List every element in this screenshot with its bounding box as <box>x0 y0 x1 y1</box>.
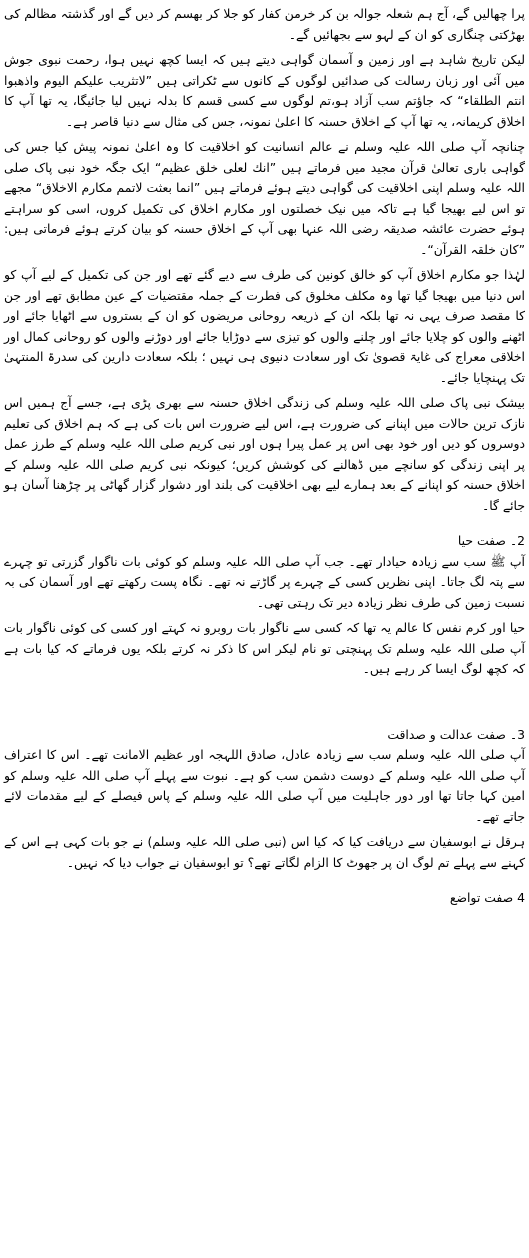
spacer <box>4 878 525 888</box>
paragraph-adalat-2: ہرقل نے ابوسفیان سے دریافت کیا کہ کیا اس (نبی صلی اللہ علیہ وسلم) نے جو بات کہی ہے اس کے کہنے سے پہلے تم لوگ ان پر جھوٹ کا الزام لگاتے تھے؟ تو ابوسفیان نے جواب دیا کہ نہیں۔ <box>4 834 525 870</box>
paragraph-haya-1: آپ ﷺ سب سے زیادہ حیادار تھے۔ جب آپ صلی اللہ علیہ وسلم کو کوئی بات ناگوار گزرتی تو چہرے سے پتہ لگ جاتا۔ اپنی نظریں کسی کے چہرے پر گاڑتے نہ تھے۔ نگاہ پست رکھتے تھے اور آسمان کی بہ نسبت زمین کی طرف نظر زیادہ دیر تک رہتی تھی۔ <box>4 553 525 610</box>
section-heading-adalat: 3۔ صفت عدالت و صداقت <box>387 726 525 742</box>
paragraph-adalat-1: آپ صلی اللہ علیہ وسلم سب سے زیادہ عادل، صادق اللہجہ اور عظیم الامانت تھے۔ اس کا اعتراف آپ صلی اللہ علیہ وسلم کے دوست دشمن سب کو ہے۔ نبوت سے پہلے آپ صلی اللہ علیہ وسلم کو امین کہا جاتا تھا اور دور جاہلیت میں آپ صلی اللہ علیہ وسلم کے پاس فیصلے کے لیے مقدمات لائے جاتے تھے۔ <box>4 747 525 824</box>
paragraph-haya-2: حیا اور کرم نفس کا عالم یہ تھا کہ کسی سے ناگوار بات روبرو نہ کہتے اور کسی کی کوئی ناگوار بات آپ صلی اللہ علیہ وسلم تک پہنچتی تو نام لیکر اس کا ذکر نہ کرتے بلکہ یوں فرماتے کہ کیا بات ہے کہ کچھ لوگ ایسا کر رہے ہیں۔ <box>4 620 525 676</box>
paragraph-1: پرا چھالیں گے، آج ہم شعلہ جوالہ بن کر خرمن کفار کو جلا کر بھسم کر دیں گے اور گذشتہ مظالم کی بھڑکتی چنگاری کو ان کے لہو سے بجھائیں گے۔ <box>4 6 525 42</box>
paragraph-3: چنانچہ آپ صلی اللہ علیہ وسلم نے عالم انسانیت کو اخلاقیت کا وہ اعلیٰ نمونہ پیش کیا جس کی گواہی باری تعالیٰ قرآن مجید میں فرماتے ہیں ”انك لعلی خلق عظیم“ ایک جگہ خود نبی پاک صلی اللہ علیہ وسلم اپنی اخلاقیت کی گواہی دیتے ہوئے فرماتے ہیں ”انما بعثت لاتمم مکارم الاخلاق“ مجھے تو اس لیے بھیجا گیا ہے تاکہ میں نیک خصلتوں اور مکارم اخلاق کی تکمیل کروں، اسی کو سراہتے ہوئے حضرت عائشہ صدیقہ رضی اللہ عنہا بھی آپ کے اخلاق حسنہ کو بیان کرتے ہوئے فرماتی ہیں: ”کان خلقہ القرآن“۔ <box>4 139 525 257</box>
paragraph-5: بیشک نبی پاک صلی اللہ علیہ وسلم کی زندگی اخلاق حسنہ سے بھری پڑی ہے، جسے آج ہمیں اس نازک ترین حالات میں اپنانے کی ضرورت ہے، اس لیے ضرورت اس بات کی ہے کہ ہم اخلاق کی تعلیم دوسروں کو دیں اور خود بھی اس پر عمل پیرا ہوں اور نبی کریم صلی اللہ علیہ وسلم کے طرز عمل پر اپنی زندگی کو سانچے میں ڈھالنے کی کوشش کریں؛ کیونکہ نبی کریم صلی اللہ علیہ وسلم کے اخلاق حسنہ کو اپنانے کے بعد ہمارے لیے بھی اخلاقیت کی بلند اور دشوار گزار گھاٹی پر چڑھنا آسان ہو جائے گا۔ <box>4 395 525 513</box>
paragraph-4: لہٰذا جو مکارم اخلاق آپ کو خالق کونین کی طرف سے دیے گئے تھے اور جن کی تکمیل کے لیے آپ کو اس دنیا میں بھیجا گیا تھا وہ مکلف مخلوق کی فطرت کے جملہ مقتضیات کے عین مطابق تھے اور جن کا مقصد صرف یہی نہ تھا بلکہ ان کے ذریعہ روحانی مریضوں کو ان کے بستروں سے اٹھایا جائے اور اٹھنے والوں کو چلایا جائے اور چلنے والوں کو تیزی سے دوڑایا جائے اور دوڑنے والوں کو روحانی کمال اور اخلاقی معراج کی غایۃ قصویٰ تک اور سعادت دنیوی ہی نہیں ؛ بلکہ سعادت دارین کی سدرۃ المنتہیٰ تک پہنچایا جائے۔ <box>4 267 525 385</box>
section-heading-tawazu: 4 صفت تواضع <box>449 890 525 905</box>
section-heading-haya: 2۔ صفت حیا <box>457 533 525 548</box>
paragraph-2: لیکن تاریخ شاہد ہے اور زمین و آسمان گواہی دیتے ہیں کہ ایسا کچھ نہیں ہوا، رحمت نبوی جوش میں آئی اور زبان رسالت کی صدائیں لوگوں کے کانوں سے ٹکراتی ہیں ”لاتثریب علیکم الیوم واذھبوا انتم الطلقاء“ کہ جاؤتم سب آزاد ہو،تم لوگوں سے کسی قسم کا بدلہ نہیں لیا جائیگا، یہ تھا آپ کا اخلاق کریمانہ، یہ تھا آپ کے اخلاق حسنہ کا اعلیٰ نمونہ، جس کی مثال سے دنیا قاصر ہے۔ <box>4 52 525 129</box>
spacer <box>4 685 525 725</box>
spacer <box>4 521 525 531</box>
